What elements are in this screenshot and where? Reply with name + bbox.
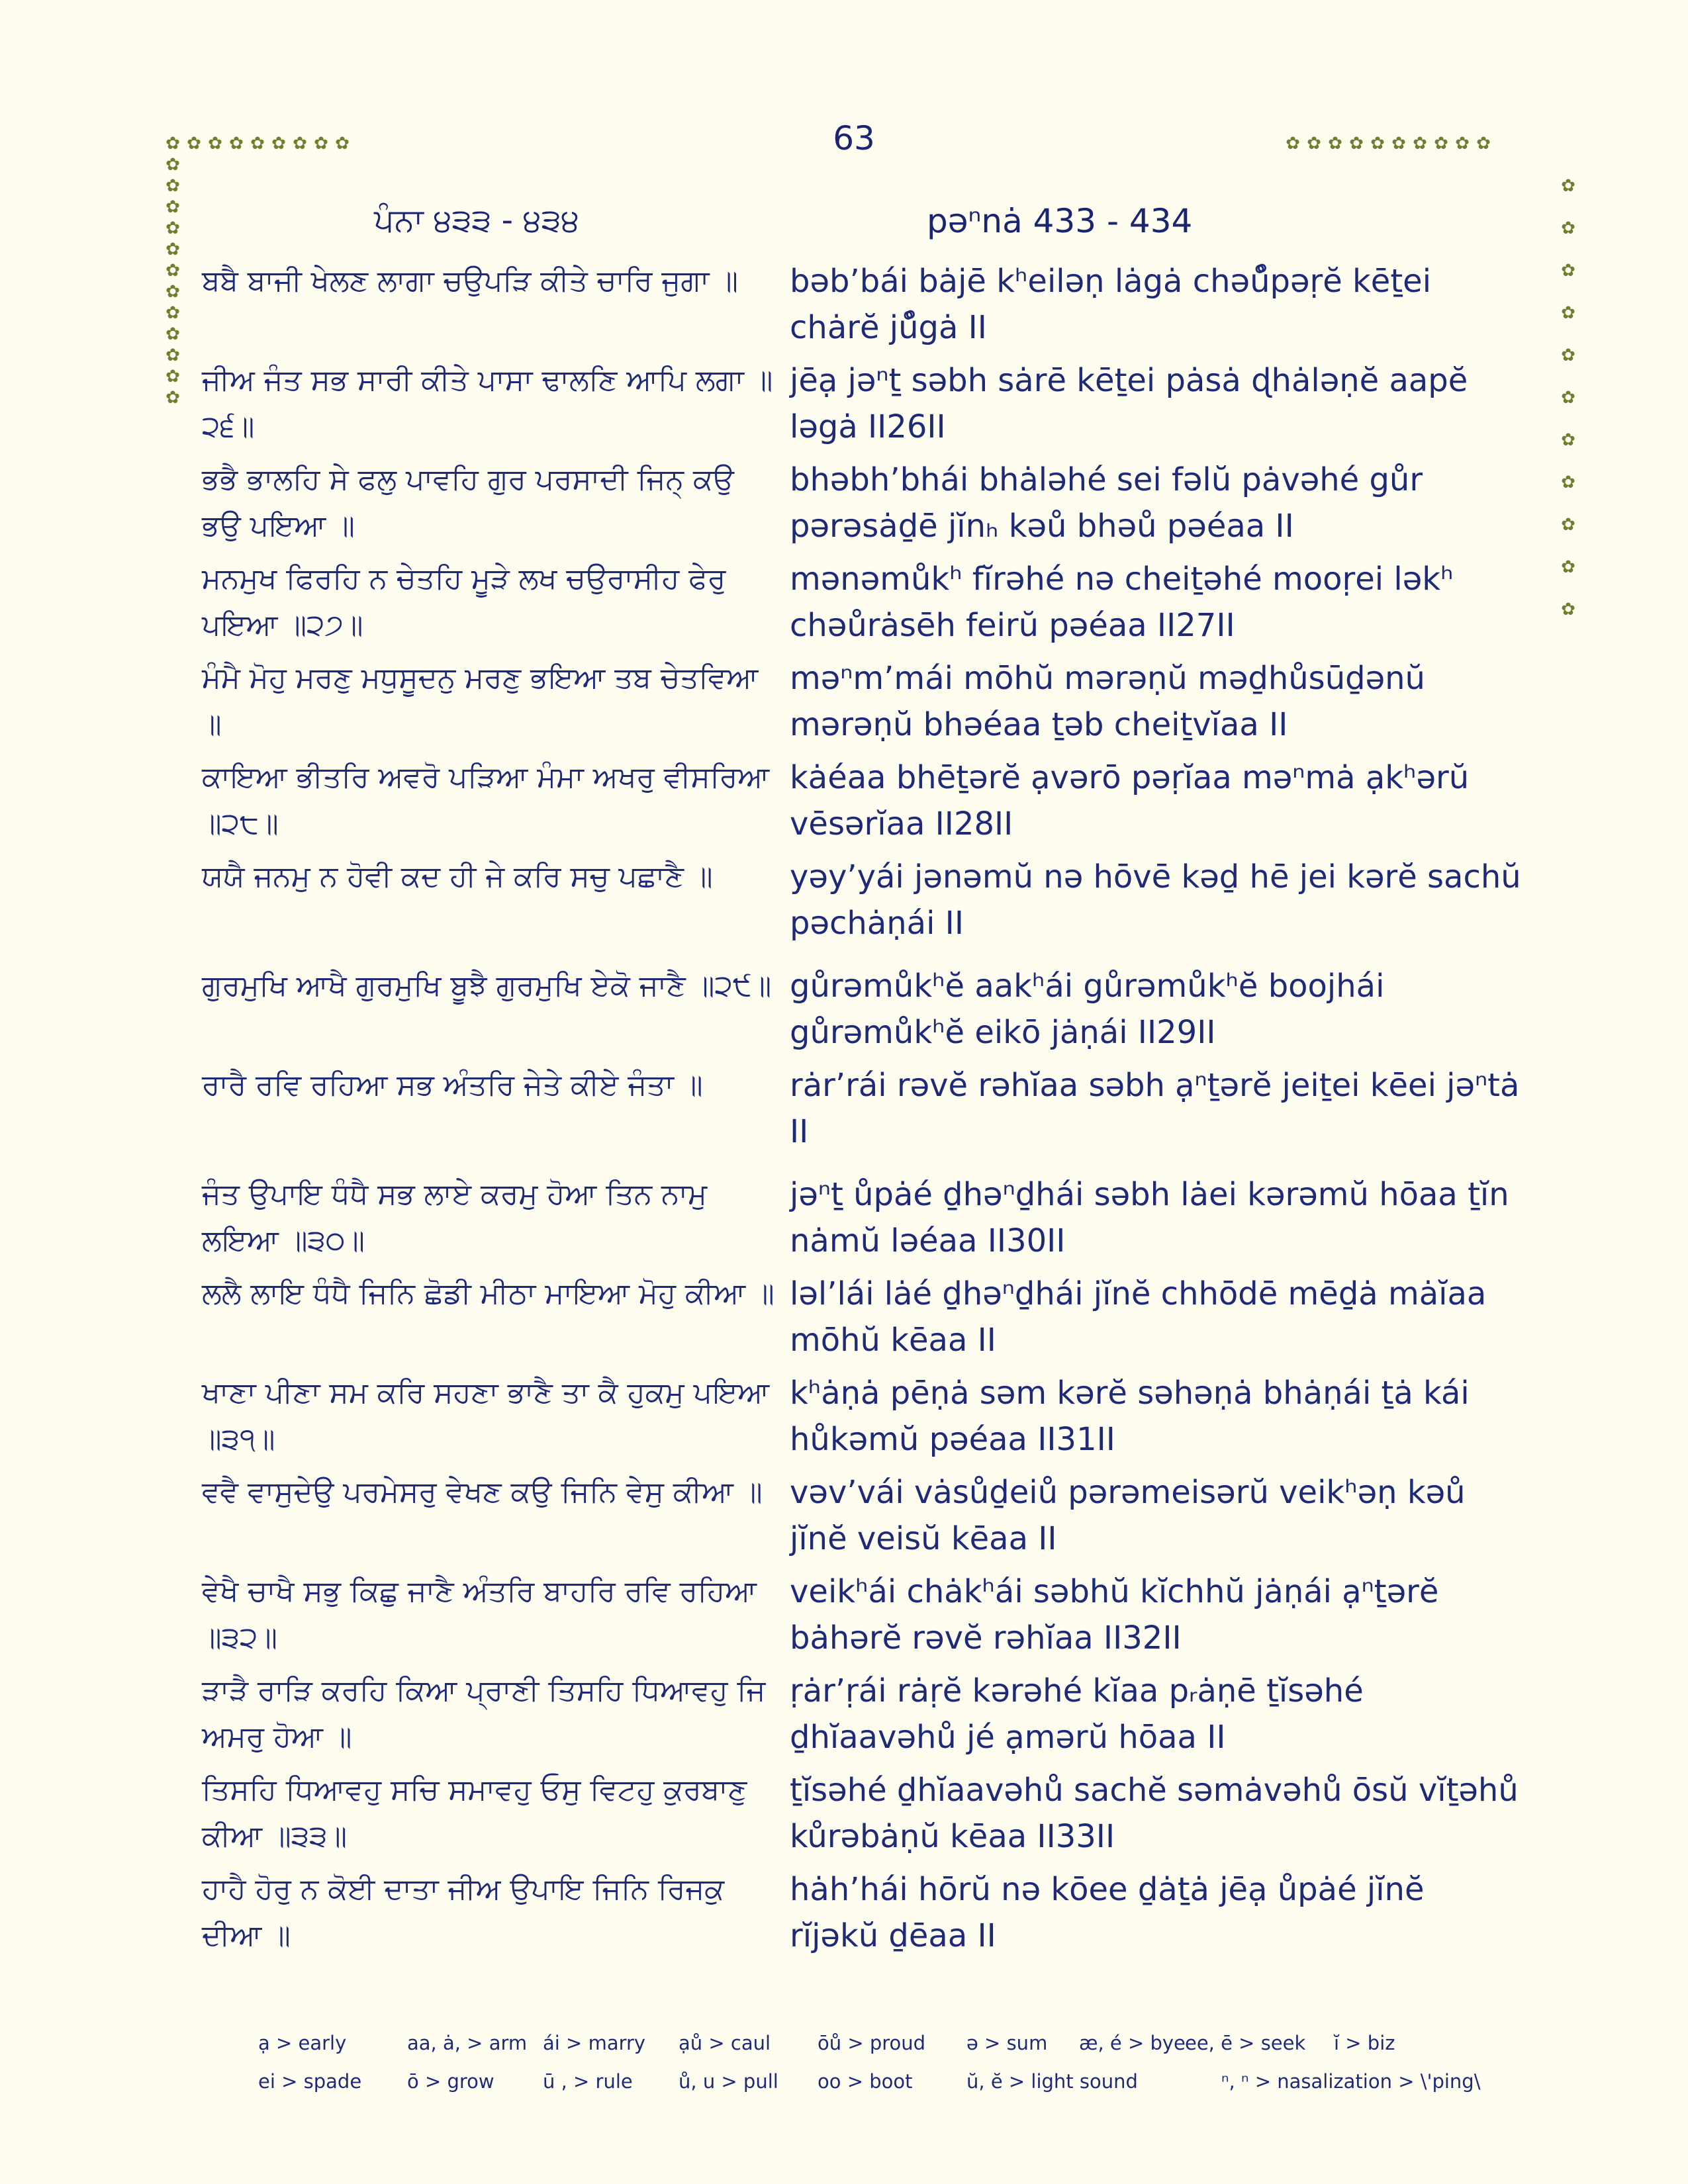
flower-ornament-icon: ✿ [1561,176,1575,196]
verse-row [202,1469,1526,1569]
transliteration: vəv’vái vȧsůḏeiů pərəmeisərŭ veikʰəṇ kəů jĭnĕ veisŭ kēaa II [790,1474,1466,1557]
flower-ornament-icon: ✿ [229,134,244,154]
flower-ornament-icon: ✿ [165,303,180,323]
flower-ornament-icon: ✿ [208,134,222,154]
gurmukhi-verse: ਲਲੈ ਲਾਇ ਧੰਧੈ ਜਿਨਿ ਛੋਡੀ ਮੀਠਾ ਮਾਇਆ ਮੋਹੁ ਕੀਆ ॥ [202,1277,774,1310]
verse-row [202,357,1526,457]
transliteration: gůrəmůkʰĕ aakʰái gůrəmůkʰĕ boojhái gůrəmůkʰĕ eikō jȧṇái II29II [790,968,1385,1051]
verse-row [202,258,1526,357]
transliteration: hȧh’hái hōrŭ nə kōee ḏȧṯȧ jēạ ůpȧé jĭnĕ rĭjəkŭ ḏēaa II [790,1871,1425,1954]
legend-entry: ĭ > biz [1334,2032,1395,2054]
transliteration: jēạ jəⁿṯ səbh sȧrē kēṯei pȧsȧ ɖhȧləṇĕ aapĕ ləgȧ II26II [790,362,1468,445]
transliteration: jəⁿṯ ůpȧé ḏhəⁿḏhái səbh lȧei kərəmŭ hōaa ṯĭn nȧmŭ ləéaa II30II [790,1176,1509,1259]
legend-entry: ŭ, ĕ > light sound [966,2070,1138,2093]
flower-ornament-icon: ✿ [271,134,286,154]
legend-entry: æ, é > bye [1079,2032,1186,2054]
transliteration: bəb’bái bȧjē kʰeiləṇ lȧgȧ chəů̊pəṛĕ kēṯei chȧrĕ jů̊gȧ II [790,263,1432,346]
flower-ornament-icon: ✿ [1561,430,1575,450]
gurmukhi-verse: ਰਾਰੈ ਰਵਿ ਰਹਿਆ ਸਭ ਅੰਤਰਿ ਜੇਤੇ ਕੀਏ ਜੰਤਾ ॥ [202,1068,703,1102]
verse-table [202,258,1526,1966]
transliteration: ṛȧr’ṛái rȧṛĕ kərəhé kĭaa pᵣȧṇē ṯĭsəhé ḏhĭaavəhů jé ạmərŭ hōaa II [790,1672,1364,1756]
verse-row [202,1370,1526,1469]
gurmukhi-verse: ਵੇਖੈ ਚਾਖੈ ਸਭੁ ਕਿਛੁ ਜਾਣੈ ਅੰਤਰਿ ਬਾਹਰਿ ਰਵਿ ਰਹਿਆ ॥੩੨॥ [202,1574,757,1655]
pronunciation-legend [258,2032,1516,2109]
legend-row [258,2032,1516,2070]
gurmukhi-verse: ਬਬੈ ਬਾਜੀ ਖੇਲਣ ਲਾਗਾ ਚਉਪੜਿ ਕੀਤੇ ਚਾਰਿ ਜੁਗਾ ॥ [202,264,739,298]
gurmukhi-verse: ਕਾਇਆ ਭੀਤਰਿ ਅਵਰੋ ਪੜਿਆ ਮੰਮਾ ਅਖਰੁ ਵੀਸਰਿਆ ॥੨੮॥ [202,760,770,841]
legend-entry: ⁿ, ⁿ > nasalization > \'ping\ [1221,2070,1481,2093]
verse-row [202,1668,1526,1767]
flower-ornament-icon: ✿ [1561,388,1575,408]
gurmukhi-verse: ਖਾਣਾ ਪੀਣਾ ਸਮ ਕਰਿ ਸਹਣਾ ਭਾਣੈ ਤਾ ਕੈ ਹੁਕਮੁ ਪਇਆ ॥੩੧॥ [202,1376,770,1456]
verse-row [202,1062,1526,1171]
legend-entry: ə > sum [966,2032,1048,2054]
transliteration: mənəmůkʰ fĭrəhé nə cheiṯəhé mooṛei ləkʰ chəůrȧsēh feirŭ pəéaa II27II [790,561,1454,644]
verse-row [202,1767,1526,1866]
verse-row [202,1271,1526,1370]
flower-ornament-icon: ✿ [165,345,180,365]
verse-row [202,754,1526,854]
flower-ornament-icon: ✿ [165,240,180,259]
verse-row [202,854,1526,963]
flower-ornament-icon: ✿ [165,197,180,217]
transliteration: məⁿm’mái mōhŭ mərəṇŭ məḏhůsūḏənŭ mərəṇŭ bhəéaa ṯəb cheiṯvĭaa II [790,660,1425,743]
flower-ornament-icon: ✿ [335,134,350,154]
transliteration: kʰȧṇȧ pēṇȧ səm kərĕ səhəṇȧ bhȧṇái ṯȧ kái hůkəmŭ pəéaa II31II [790,1375,1470,1458]
flower-ornament-icon: ✿ [1286,134,1300,154]
legend-entry: ái > marry [543,2032,646,2054]
flower-ornament-icon: ✿ [1434,134,1448,154]
flower-ornament-icon: ✿ [1307,134,1321,154]
flower-ornament-icon: ✿ [1328,134,1342,154]
gurmukhi-verse: ਹਾਹੈ ਹੋਰੁ ਨ ਕੋਈ ਦਾਤਾ ਜੀਅ ਉਪਾਇ ਜਿਨਿ ਰਿਜਕੁ ਦੀਆ ॥ [202,1872,725,1952]
gurmukhi-verse: ਯਯੈ ਜਨਮੁ ਨ ਹੋਵੀ ਕਦ ਹੀ ਜੇ ਕਰਿ ਸਚੁ ਪਛਾਣੈ ॥ [202,860,713,893]
page-header-gurmukhi: ਪੰਨਾ ੪੩੩ - ੪੩੪ [374,202,580,239]
flower-ornament-icon: ✿ [1413,134,1427,154]
flower-ornament-icon: ✿ [1561,218,1575,238]
flower-ornament-icon: ✿ [165,134,180,154]
legend-entry: oo > boot [818,2070,913,2093]
gurmukhi-verse: ਭਭੈ ਭਾਲਹਿ ਸੇ ਫਲੁ ਪਾਵਹਿ ਗੁਰ ਪਰਸਾਦੀ ਜਿਨ੍ ਕਉ ਭਉ ਪਇਆ ॥ [202,463,734,543]
flower-ornament-icon: ✿ [1561,515,1575,535]
legend-entry: ee, ē > seek [1185,2032,1306,2054]
flower-ornament-icon: ✿ [165,367,180,387]
verse-row [202,963,1526,1062]
transliteration: rȧr’rái rəvĕ rəhĭaa səbh ạⁿṯərĕ jeiṯei kēei jəⁿtȧ II [790,1067,1520,1150]
transliteration: kȧéaa bhēṯərĕ ạvərō pəṛĭaa məⁿmȧ ạkʰərŭ vēsərĭaa II28II [790,759,1470,842]
flower-ornament-icon: ✿ [1476,134,1491,154]
legend-entry: ạů > caul [679,2032,771,2054]
flower-ornament-icon: ✿ [165,261,180,281]
flower-ornament-icon: ✿ [1561,261,1575,281]
flower-ornament-icon: ✿ [1561,345,1575,365]
flower-ornament-icon: ✿ [165,282,180,302]
flower-ornament-icon: ✿ [1561,473,1575,492]
legend-entry: ů, u > pull [679,2070,778,2093]
legend-entry: ō > grow [407,2070,494,2093]
gurmukhi-verse: ਜੰਤ ਉਪਾਇ ਧੰਧੈ ਸਭ ਲਾਏ ਕਰਮੁ ਹੋਆ ਤਿਨ ਨਾਮੁ ਲਇਆ ॥੩੦॥ [202,1177,708,1257]
legend-entry: ōů > proud [818,2032,926,2054]
flower-ornament-icon: ✿ [165,176,180,196]
flower-ornament-icon: ✿ [1455,134,1470,154]
gurmukhi-verse: ਮਨਮੁਖ ਫਿਰਹਿ ਨ ਚੇਤਹਿ ਮੂੜੇ ਲਖ ਚਉਰਾਸੀਹ ਫੇਰੁ ਪਇਆ ॥੨੭॥ [202,562,726,642]
flower-ornament-icon: ✿ [165,324,180,344]
flower-ornament-icon: ✿ [1561,557,1575,577]
page-header-translit: pəⁿnȧ 433 - 434 [927,202,1193,240]
transliteration: ləl’lái lȧé ḏhəⁿḏhái jĭnĕ chhōdē mēḏȧ mȧĭaa mōhŭ kēaa II [790,1275,1487,1359]
flower-ornament-icon: ✿ [1349,134,1364,154]
flower-ornament-icon: ✿ [293,134,307,154]
flower-ornament-icon: ✿ [165,218,180,238]
gurmukhi-verse: ਵਵੈ ਵਾਸੁਦੇਉ ਪਰਮੇਸਰੁ ਵੇਖਣ ਕਉ ਜਿਨਿ ਵੇਸੁ ਕੀਆ ॥ [202,1475,763,1509]
verse-row [202,457,1526,556]
transliteration: yəy’yái jənəmŭ nə hōvē kəḏ hē jei kərĕ sachŭ pəchȧṇái II [790,858,1521,942]
page-number: 63 [833,119,875,158]
legend-entry: ū , > rule [543,2070,633,2093]
legend-entry: aa, ȧ, > arm [407,2032,528,2054]
gurmukhi-verse: ਤਿਸਹਿ ਧਿਆਵਹੁ ਸਚਿ ਸਮਾਵਹੁ ਓਸੁ ਵਿਟਹੁ ਕੁਰਬਾਣੁ ਕੀਆ ॥੩੩॥ [202,1773,747,1853]
legend-entry: ạ > early [258,2032,347,2054]
transliteration: veikʰái chȧkʰái səbhŭ kĭchhŭ jȧṇái ạⁿṯərĕ bȧhərĕ rəvĕ rəhĭaa II32II [790,1573,1439,1657]
legend-row [258,2070,1516,2109]
gurmukhi-verse: ਜੀਅ ਜੰਤ ਸਭ ਸਾਰੀ ਕੀਤੇ ਪਾਸਾ ਢਾਲਣਿ ਆਪਿ ਲਗਾ ॥੨੬॥ [202,363,773,443]
flower-ornament-icon: ✿ [165,388,180,408]
transliteration: ṯĭsəhé ḏhĭaavəhů sachĕ səmȧvəhů ōsŭ vĭṯəhů kůrəbȧṇŭ kēaa II33II [790,1772,1519,1855]
gurmukhi-verse: ਮੰਮੈ ਮੋਹੁ ਮਰਣੁ ਮਧੁਸੂਦਨੁ ਮਰਣੁ ਭਇਆ ਤਬ ਚੇਤਵਿਆ ॥ [202,661,759,741]
verse-row [202,556,1526,655]
verse-row [202,1866,1526,1966]
flower-ornament-icon: ✿ [314,134,328,154]
verse-row [202,1569,1526,1668]
flower-ornament-icon: ✿ [1370,134,1385,154]
flower-ornament-icon: ✿ [1391,134,1406,154]
flower-ornament-icon: ✿ [1561,600,1575,619]
verse-row [202,1171,1526,1271]
flower-ornament-icon: ✿ [1561,303,1575,323]
verse-row [202,655,1526,754]
transliteration: bhəbh’bhái bhȧləhé sei fəlŭ pȧvəhé gůr pərəsȧḏē jĭnₕ kəů bhəů pəéaa II [790,461,1423,545]
flower-ornament-icon: ✿ [165,155,180,175]
gurmukhi-verse: ੜਾੜੈ ਰਾੜਿ ਕਰਹਿ ਕਿਆ ਪ੍ਰਾਣੀ ਤਿਸਹਿ ਧਿਆਵਹੁ ਜਿ ਅਮਰੁ ਹੋਆ ॥ [202,1674,766,1754]
flower-ornament-icon: ✿ [187,134,201,154]
flower-ornament-icon: ✿ [250,134,265,154]
gurmukhi-verse: ਗੁਰਮੁਖਿ ਆਖੈ ਗੁਰਮੁਖਿ ਬੂਝੈ ਗੁਰਮੁਖਿ ਏਕੋ ਜਾਣੈ ॥੨੯॥ [202,969,772,1003]
legend-entry: ei > spade [258,2070,362,2093]
